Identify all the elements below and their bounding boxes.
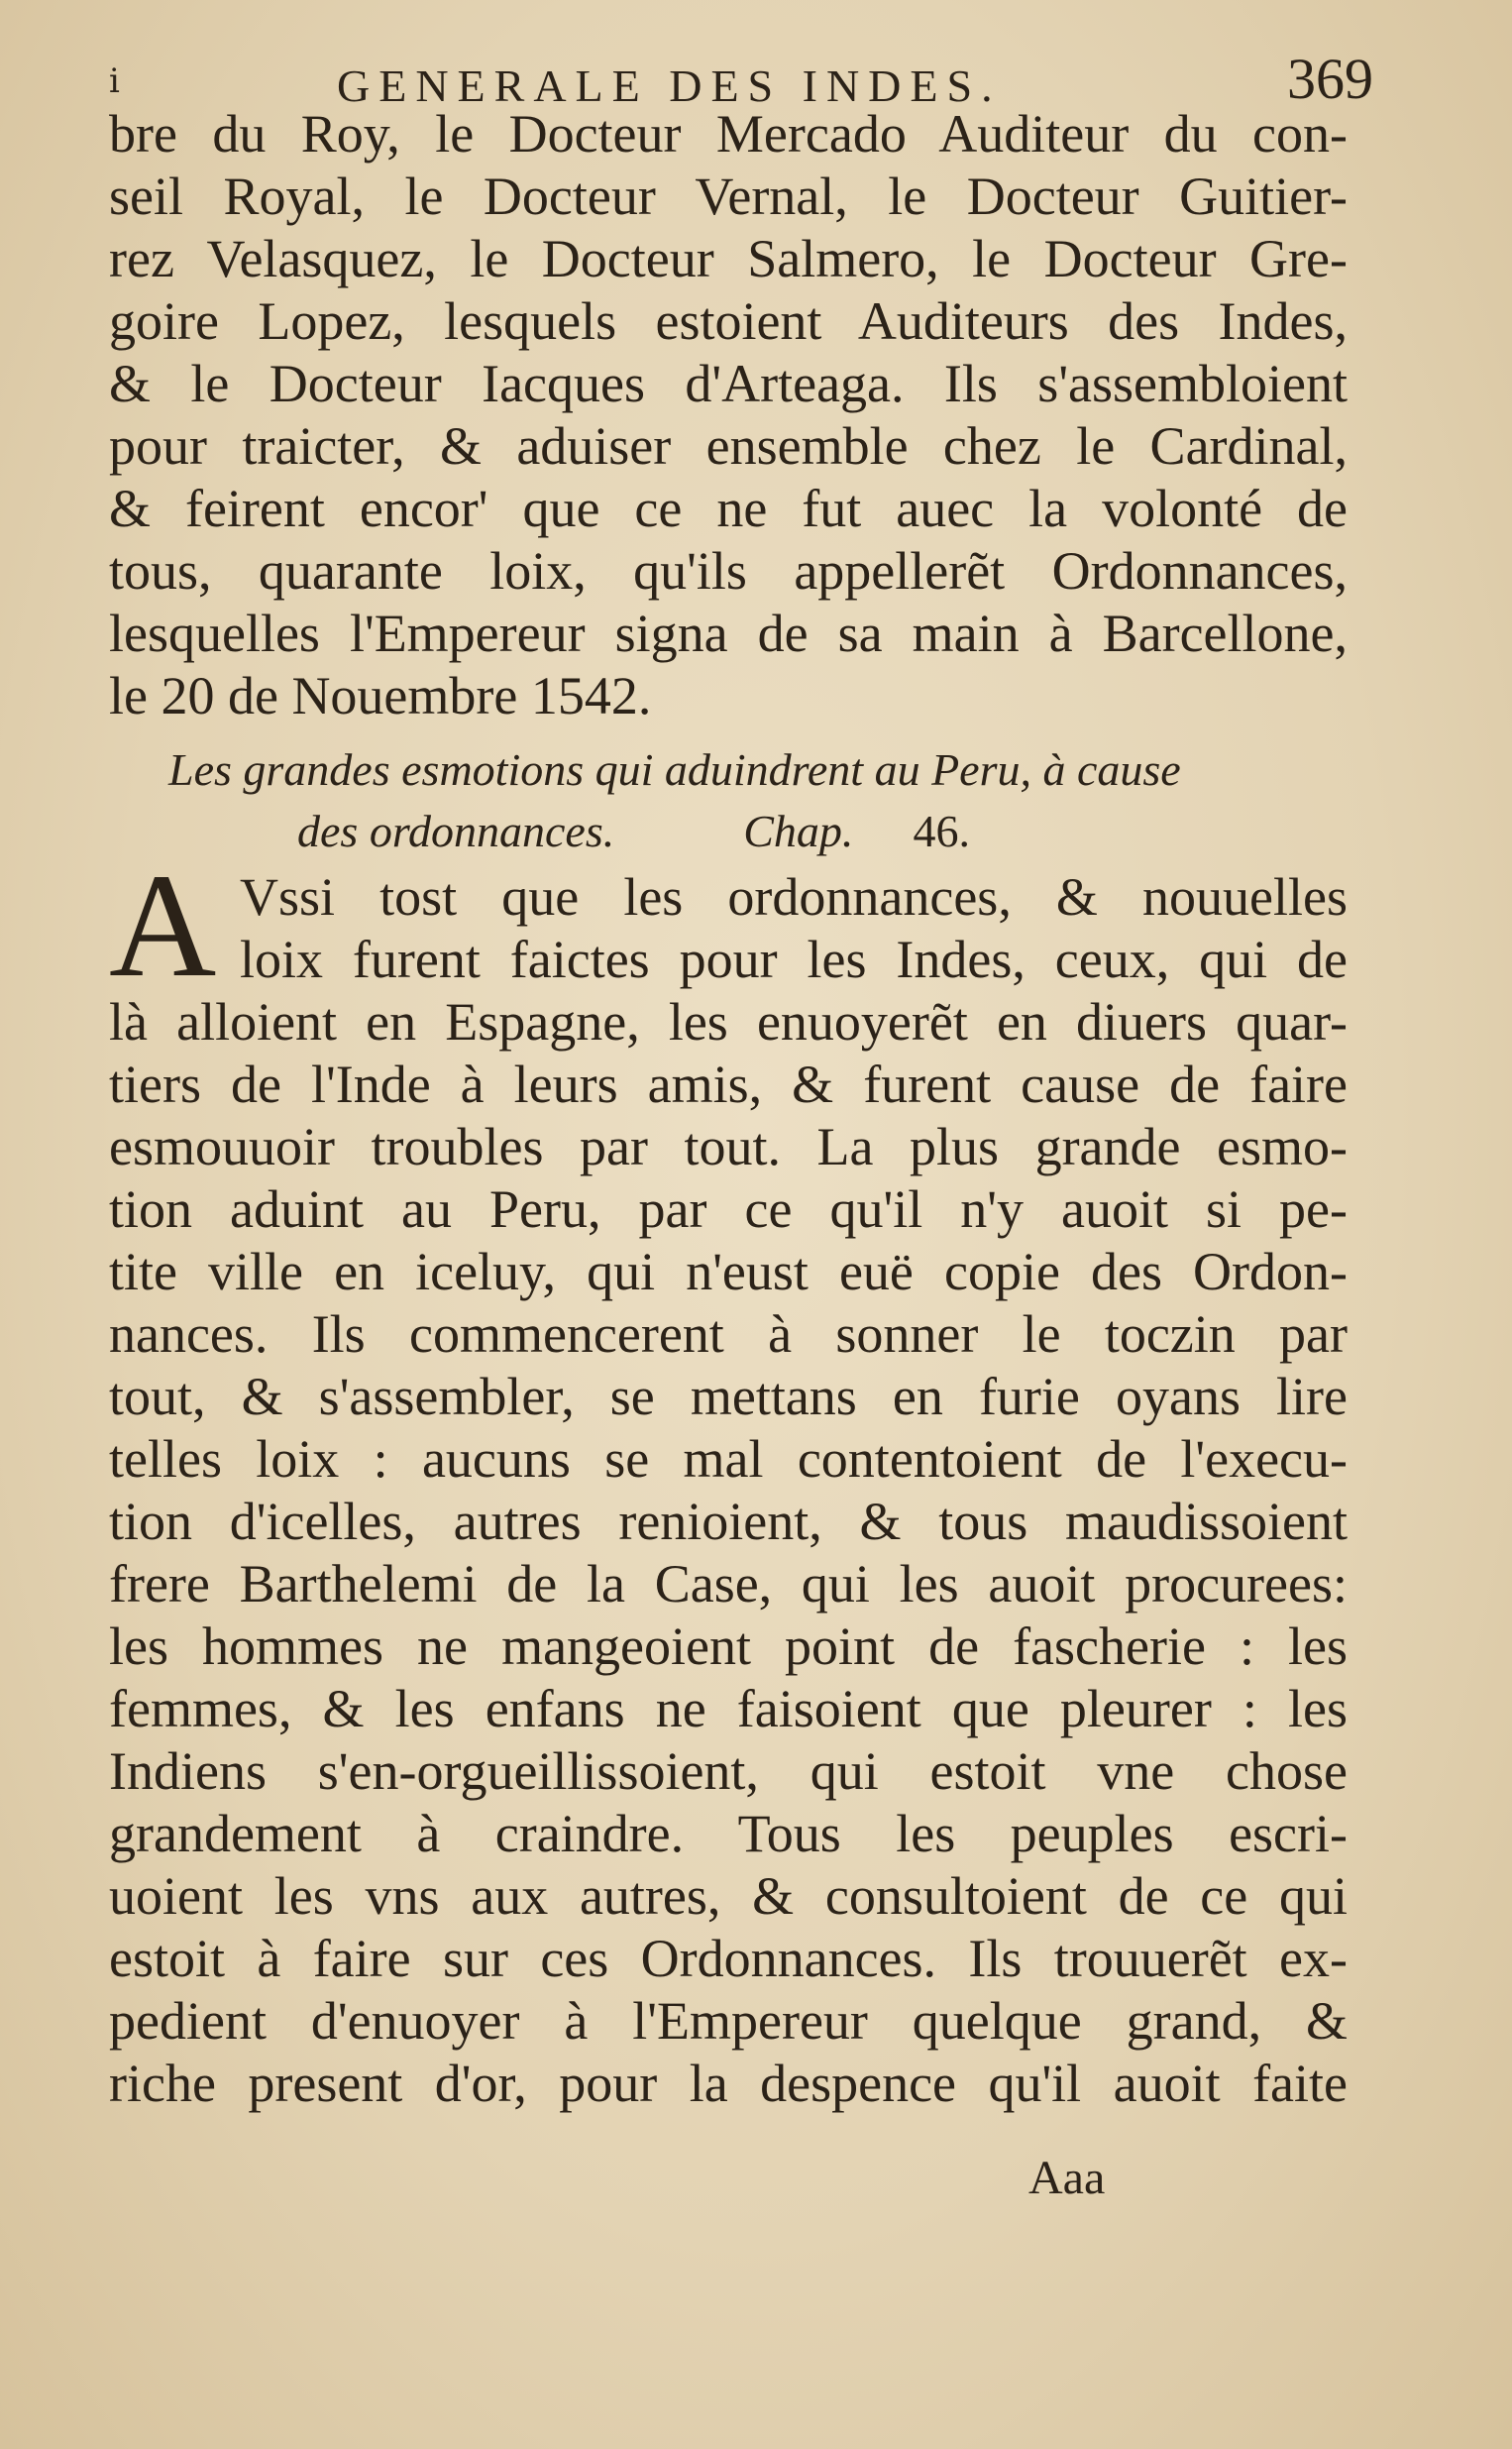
page-number: 369 [1287, 47, 1373, 111]
text-line: pour traicter, & aduiser ensemble chez le Cardinal, [109, 416, 1348, 476]
text-block-chapter [109, 866, 1348, 2115]
drop-cap: A [109, 843, 217, 1008]
text-line: tion aduint au Peru, par ce qu'il n'y auoit si pe- [109, 1179, 1348, 1239]
chapter-title-line-1: Les grandes esmotions qui aduindrent au Peru, à cause [168, 744, 1181, 795]
text-line: lesquelles l'Empereur signa de sa main à Barcellone, [109, 604, 1348, 663]
text-line: & feirent encor' que ce ne fut auec la volonté de [109, 479, 1348, 538]
text-line: le 20 de Nouembre 1542. [109, 666, 652, 725]
text-line: & le Docteur Iacques d'Arteaga. Ils s'assembloient [109, 354, 1348, 413]
chapter-heading [109, 739, 1348, 862]
text-line: telles loix : aucuns se mal contentoient de l'execu- [109, 1429, 1348, 1489]
text-line: estoit à faire sur ces Ordonnances. Ils trouuerẽt ex- [109, 1929, 1348, 1988]
text-line: tiers de l'Inde à leurs amis, & furent cause de faire [109, 1055, 1348, 1114]
text-line: grandement à craindre. Tous les peuples escri- [109, 1804, 1348, 1863]
chapter-label: Chap. [743, 806, 854, 856]
text-line: femmes, & les enfans ne faisoient que pleurer : les [109, 1679, 1348, 1738]
text-line: bre du Roy, le Docteur Mercado Auditeur du con- [109, 104, 1348, 164]
text-line: tous, quarante loix, qu'ils appellerẽt Ordonnances, [109, 541, 1348, 601]
text-line: seil Royal, le Docteur Vernal, le Docteur Guitier- [109, 167, 1348, 226]
text-block-continuation [109, 103, 1348, 727]
text-line: Indiens s'en-orgueillissoient, qui estoit vne chose [109, 1741, 1348, 1801]
chapter-title-line-2 [109, 801, 1348, 862]
running-title: GENERALE DES INDES. [337, 60, 1002, 111]
text-line: rez Velasquez, le Docteur Salmero, le Docteur Gre- [109, 229, 1348, 288]
text-line: tite ville en iceluy, qui n'eust euë copie des Ordon- [109, 1242, 1348, 1301]
text-line: tout, & s'assembler, se mettans en furie oyans lire [109, 1367, 1348, 1426]
header-left-mark: i [109, 61, 120, 101]
text-line: pedient d'enuoyer à l'Empereur quelque grand, & [109, 1991, 1348, 2051]
text-line: loix furent faictes pour les Indes, ceux, qui de [240, 930, 1348, 989]
text-line: esmouuoir troubles par tout. La plus grande esmo- [109, 1117, 1348, 1176]
text-line: les hommes ne mangeoient point de fascherie : les [109, 1616, 1348, 1676]
text-line: tion d'icelles, autres renioient, & tous maudissoient [109, 1492, 1348, 1551]
text-line: goire Lopez, lesquels estoient Auditeurs des Indes, [109, 291, 1348, 351]
catchword: Aaa [1028, 2152, 1106, 2204]
text-line: riche present d'or, pour la despence qu'il auoit faite [109, 2054, 1348, 2113]
text-line: frere Barthelemi de la Case, qui les auoit procurees: [109, 1554, 1348, 1614]
chapter-title-line-2-text: des ordonnances. [297, 806, 615, 856]
text-line: là alloient en Espagne, les enuoyerẽt en diuers quar- [109, 992, 1348, 1052]
text-line: Vssi tost que les ordonnances, & nouuelles [240, 867, 1348, 927]
running-header [109, 42, 1403, 111]
chapter-number: 46. [913, 806, 970, 856]
text-line: uoient les vns aux autres, & consultoient de ce qui [109, 1866, 1348, 1926]
text-line: nances. Ils commencerent à sonner le toczin par [109, 1304, 1348, 1364]
